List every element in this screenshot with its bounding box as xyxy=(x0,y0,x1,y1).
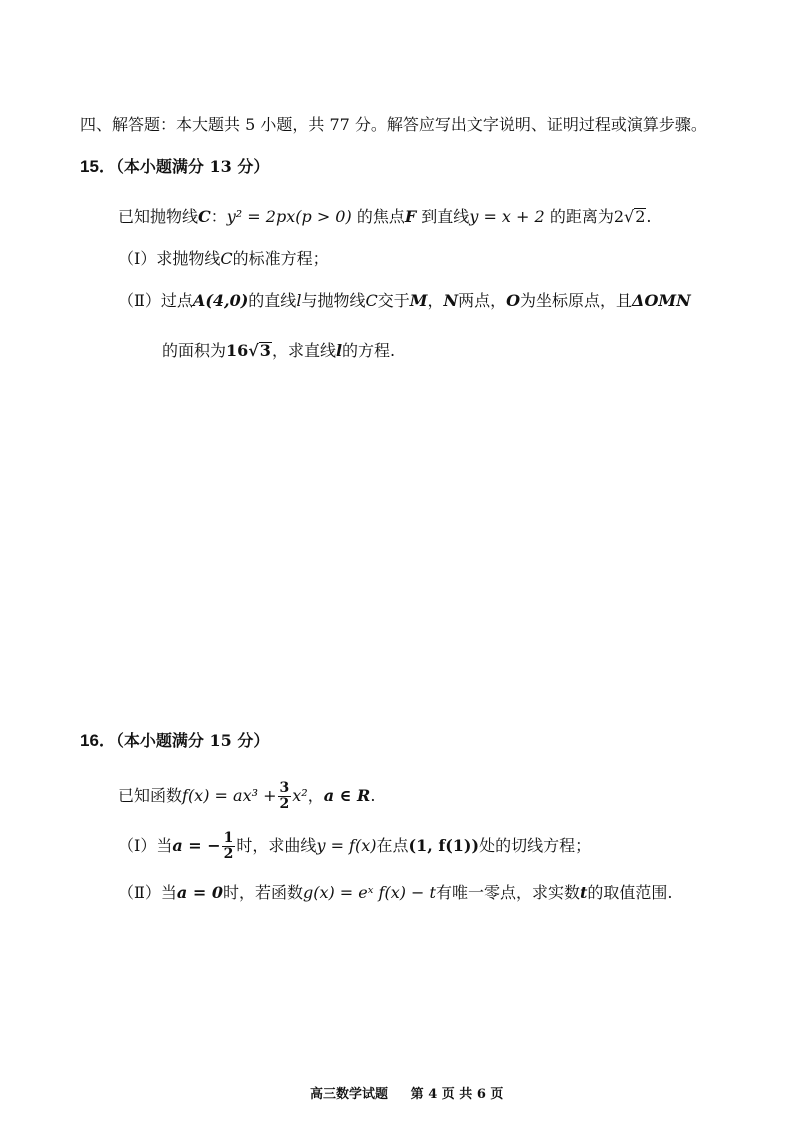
line-equation: y = x + 2 xyxy=(469,207,545,226)
q16-header xyxy=(80,730,269,752)
q16-score: （本小题满分 15 分） xyxy=(115,731,270,750)
q16-part2: （Ⅱ）当a = 0时，若函数g(x) = eˣ f(x) − t有唯一零点，求实数t的取值范围. xyxy=(118,883,673,902)
q15-number: 15． xyxy=(80,157,116,176)
function-f: f(x) = ax³ + xyxy=(182,786,277,805)
q15-part1: （Ⅰ）求抛物线C的标准方程； xyxy=(118,249,329,268)
footer-subject: 高三数学试题 xyxy=(310,1087,389,1102)
q15-header xyxy=(80,156,269,178)
area-value: 16√3 xyxy=(226,341,271,360)
q15-part2: （Ⅱ）过点A(4,0)的直线l与抛物线C交于M，N两点，O为坐标原点，且ΔOMN xyxy=(118,291,691,310)
q15-stem: 已知抛物线C：y² = 2px(p > 0) 的焦点F 到直线y = x + 2 的距离为2√2. xyxy=(118,207,652,226)
function-g: g(x) = eˣ f(x) − t xyxy=(302,883,436,902)
fraction-3-2: $\frac{3}{2}$ xyxy=(279,780,290,812)
q16-part1: （Ⅰ）当a = − $\frac{1}{2}$ 时，求曲线y = f(x)在点(1, f(1))处的切线方程； xyxy=(118,830,592,862)
sqrt-symbol: √ xyxy=(248,341,259,360)
footer-page-number: 4 xyxy=(428,1087,438,1102)
footer-page-total: 6 xyxy=(476,1087,486,1102)
sqrt-symbol: √ xyxy=(624,207,635,226)
q15-part2-cont: 的面积为16√3，求直线l的方程. xyxy=(162,341,396,360)
q15-score: （本小题满分 13 分） xyxy=(115,157,270,176)
distance-value: 2√2 xyxy=(613,207,646,226)
q16-number: 16． xyxy=(80,731,116,750)
triangle-omn: ΔOMN xyxy=(632,291,691,310)
section-title: 四、解答题：本大题共 5 小题，共 77 分。解答应写出文字说明、证明过程或演算步骤。 xyxy=(80,115,707,134)
q16-stem: 已知函数f(x) = ax³ + $\frac{3}{2}$ x²，a ∈ R. xyxy=(118,780,376,812)
parabola-equation: y² = 2px(p > 0) xyxy=(226,207,352,226)
fraction-1-2: $\frac{1}{2}$ xyxy=(223,830,234,862)
tangent-point: (1, f(1)) xyxy=(408,836,480,855)
page-footer: 高三数学试题 第 4 页 共 6 页 xyxy=(310,1087,504,1102)
